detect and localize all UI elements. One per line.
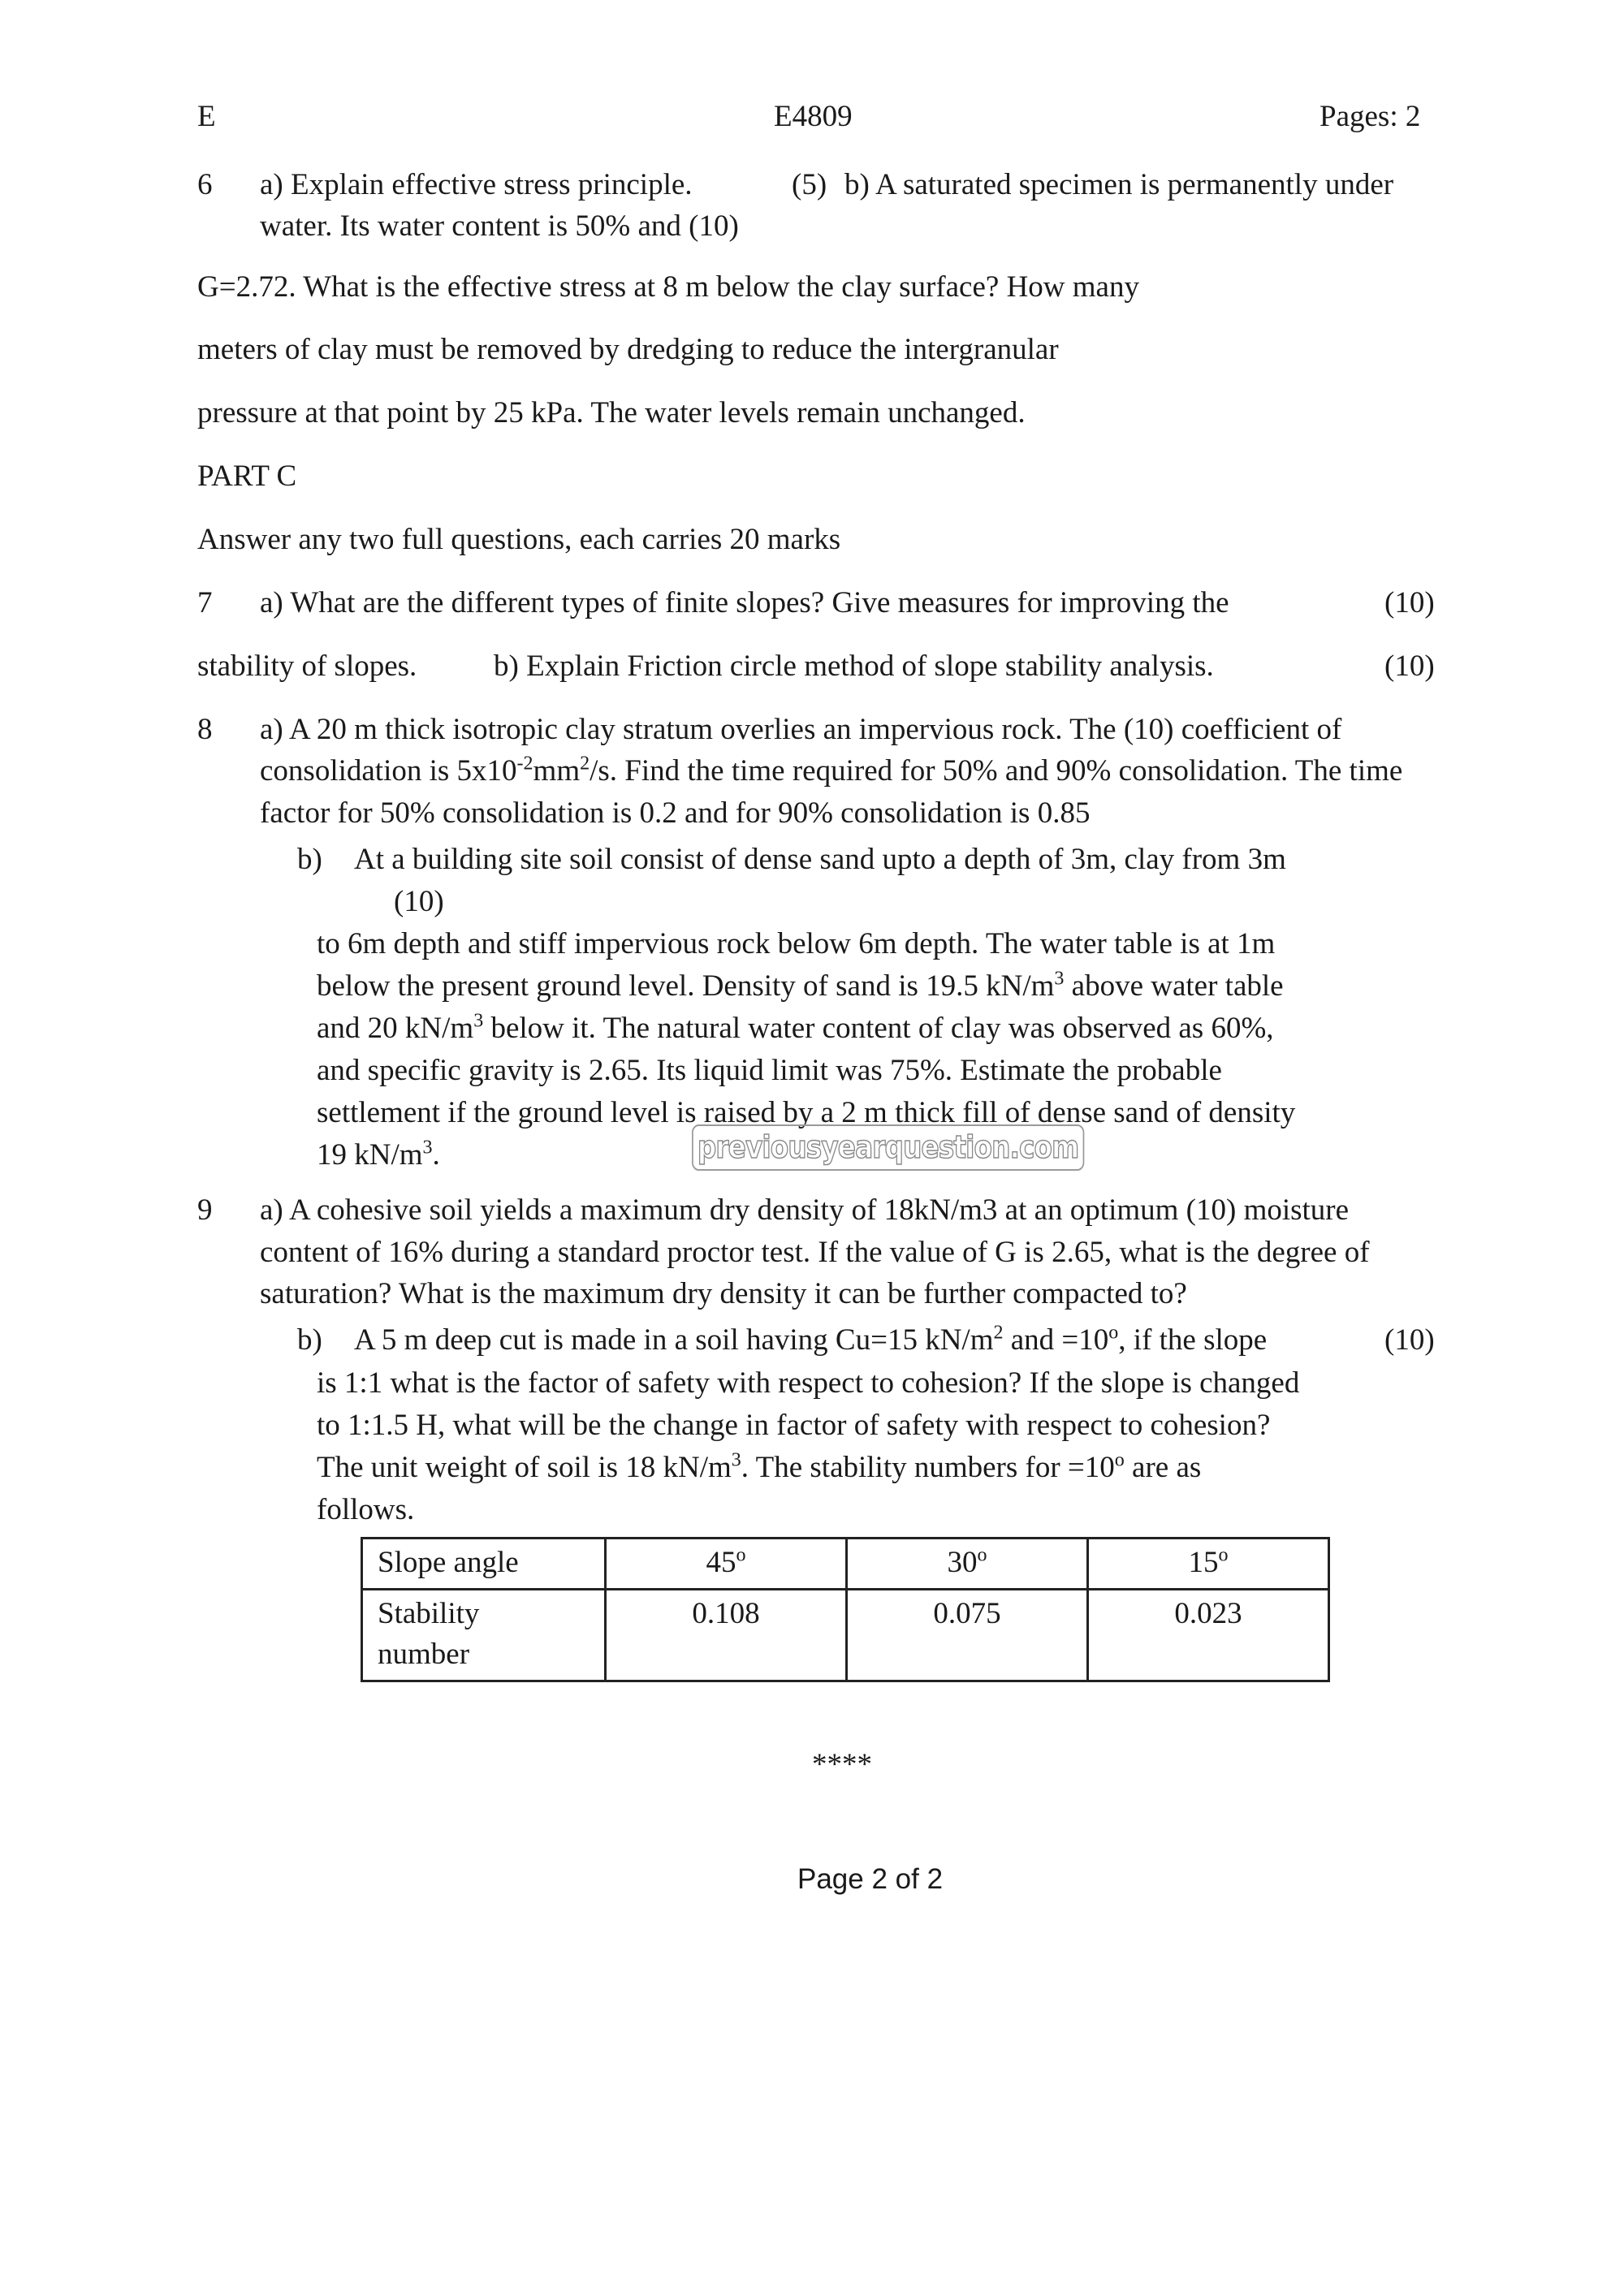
question-6-line4: meters of clay must be removed by dredging to reduce the intergranular [197,333,1059,366]
question-7-number: 7 [197,586,213,619]
question-7b-marks: (10) [1384,650,1435,683]
header-code: E4809 [774,100,853,133]
table-cell-stability-label: Stability number [362,1590,606,1681]
end-mark: **** [812,1748,872,1781]
question-9a-line3: saturation? What is the maximum dry density it can be further compacted to? [260,1277,1187,1310]
question-9b-body: is 1:1 what is the factor of safety with respect to cohesion? If the slope is changed to 1:1.5 H, what will be the change in factor of safety with respect to cohesion? The unit weight of soil is 18 $kN/m^3$. The stability numbers for $=10^o$ are as follows. [317,1366,1300,1526]
table-cell-slope-angle-label: Slope angle [362,1539,606,1590]
question-9a-line2: content of 16% during a standard proctor test. If the value of G is 2.65, what is the degree of [260,1236,1370,1269]
question-8b-body: to 6m depth and stiff impervious rock below 6m depth. The water table is at 1m below the present ground level. Density of sand is 19.5 $kN/m^3$ above water table and 20 $kN/m^3$ below it. The natural water content of clay was observed as 60%, and specific gravity is 2.65. Its liquid limit was 75%. Estimate the probable settlement if the ground level is raised by a 2 m thick fill of dense sand of density 19 $kN/m^3$. [317,927,1296,1172]
table-cell-angle: 15$^o$ [1087,1539,1328,1590]
header-series: E [197,100,216,133]
question-6a-marks: (5) [792,168,827,201]
question-8a-line1: a) A 20 m thick isotropic clay stratum overlies an impervious rock. The (10) coefficient of [260,713,1342,746]
question-9b-label: b) [297,1323,322,1357]
table-row [362,1539,1329,1590]
stability-number-table [361,1537,1330,1682]
question-7a-cont: stability of slopes. [197,650,417,683]
table-cell-angle: 45$^o$ [606,1539,847,1590]
question-6-line2: water. Its water content is 50% and (10) [260,209,739,243]
question-9b-marks: (10) [1384,1323,1435,1357]
question-8b-label: b) [297,843,322,876]
question-8-number: 8 [197,713,213,746]
table-row [362,1590,1329,1681]
watermark-logo: previousyearquestion.com [692,1124,1084,1171]
question-7b: b) Explain Friction circle method of slope stability analysis. [494,650,1214,683]
header-pages: Pages: 2 [1320,100,1421,133]
part-c-title: PART C [197,460,297,493]
question-6b-start: b) A saturated specimen is permanently under [844,168,1394,201]
question-6a: a) Explain effective stress principle. [260,168,693,201]
question-8a-line3: factor for 50% consolidation is 0.2 and for 90% consolidation is 0.85 [260,796,1091,830]
question-9-number: 9 [197,1193,213,1227]
question-8a-line2: consolidation is $5x10^{-2}mm^2/s$. Find the time required for 50% and 90% consolidation. The time [260,753,1403,788]
table-cell-angle: 30$^o$ [846,1539,1087,1590]
question-6-line5: pressure at that point by 25 kPa. The water levels remain unchanged. [197,396,1026,429]
question-9a-line1: a) A cohesive soil yields a maximum dry density of 18kN/m3 at an optimum (10) moisture [260,1193,1350,1227]
table-cell-stability-number: 0.075 [846,1590,1087,1681]
table-cell-stability-number: 0.023 [1087,1590,1328,1681]
part-c-instruction: Answer any two full questions, each carries 20 marks [197,523,841,556]
question-7a-marks: (10) [1384,586,1435,619]
table-cell-stability-number: 0.108 [606,1590,847,1681]
page-footer: Page 2 of 2 [797,1863,944,1895]
question-7a: a) What are the different types of finite slopes? Give measures for improving the [260,586,1229,619]
question-6-number: 6 [197,168,213,201]
question-8b-line1: At a building site soil consist of dense sand upto a depth of 3m, clay from 3m [354,843,1286,876]
question-9b-line1: A 5 m deep cut is made in a soil having Cu=15 $kN/m^2$ and $=10^o$, if the slope [354,1322,1268,1357]
question-6-line3: G=2.72. What is the effective stress at 8 m below the clay surface? How many [197,270,1139,304]
question-8b-marks: (10) [394,885,444,918]
